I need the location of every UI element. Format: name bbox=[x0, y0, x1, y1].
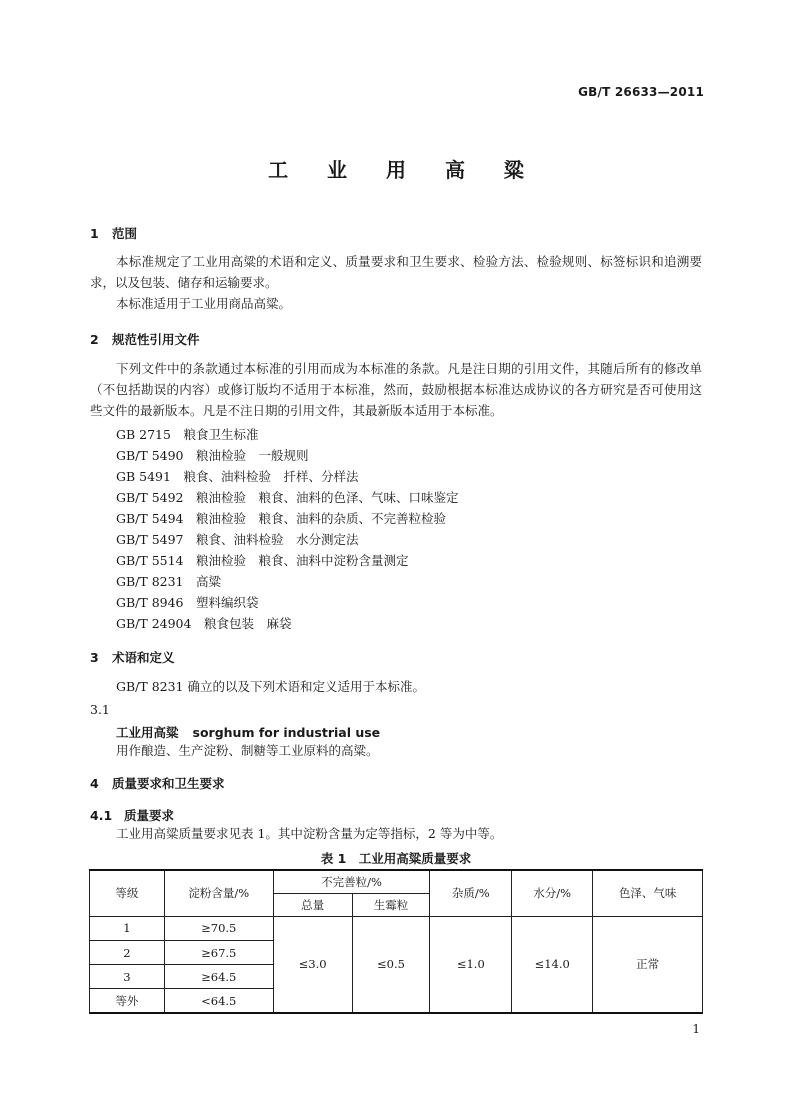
page-number: 1 bbox=[692, 1022, 700, 1036]
subsection-number: 4.1 bbox=[90, 808, 113, 823]
section-3-paragraph-1: GB/T 8231 确立的以及下列术语和定义适用于本标准。 bbox=[116, 679, 425, 694]
reference-item: GB/T 8946 塑料编织袋 bbox=[116, 595, 259, 610]
header-color-odor: 色泽、气味 bbox=[593, 870, 703, 916]
cell-imperfect-mold: ≤0.5 bbox=[352, 916, 430, 1013]
term-entry bbox=[116, 723, 380, 741]
header-imperfect: 不完善粒/% bbox=[273, 870, 430, 893]
table-caption: 表 1 工业用高粱质量要求 bbox=[320, 851, 472, 866]
table-header-row bbox=[90, 870, 703, 893]
reference-item: GB/T 24904 粮食包装 麻袋 bbox=[116, 616, 292, 631]
reference-item: GB/T 5497 粮食、油料检验 水分测定法 bbox=[116, 532, 359, 547]
header-imperfect-total: 总量 bbox=[273, 893, 352, 916]
reference-item: GB/T 8231 高粱 bbox=[116, 574, 222, 589]
section-4-1-paragraph: 工业用高粱质量要求见表 1。其中淀粉含量为定等指标，2 等为中等。 bbox=[116, 826, 503, 841]
section-2-paragraph-1: 下列文件中的条款通过本标准的引用而成为本标准的条款。凡是注日期的引用文件，其随后所有的修改单（不包括勘误的内容）或修订版均不适用于本标准，然而，鼓励根据本标准达成协议的各方研究是否可使用这些文件的最新版本。凡是不注日期的引用文件，其最新版本适用于本标准。 bbox=[90, 361, 702, 418]
header-moisture: 水分/% bbox=[512, 870, 593, 916]
header-grade: 等级 bbox=[90, 870, 165, 916]
reference-item: GB 5491 粮食、油料检验 扦样、分样法 bbox=[116, 469, 359, 484]
term-english: sorghum for industrial use bbox=[192, 725, 381, 740]
section-title: 规范性引用文件 bbox=[112, 332, 200, 347]
cell-grade: 3 bbox=[90, 965, 165, 989]
section-2-heading bbox=[90, 330, 200, 348]
reference-item: GB/T 5494 粮油检验 粮食、油料的杂质、不完善粒检验 bbox=[116, 511, 447, 526]
header-impurity: 杂质/% bbox=[430, 870, 512, 916]
cell-grade: 2 bbox=[90, 940, 165, 964]
header-imperfect-mold: 生霉粒 bbox=[352, 893, 430, 916]
table-row bbox=[90, 916, 703, 940]
term-chinese: 工业用高粱 bbox=[116, 725, 179, 740]
cell-color-odor: 正常 bbox=[593, 916, 703, 1013]
cell-moisture: ≤14.0 bbox=[512, 916, 593, 1013]
section-title: 术语和定义 bbox=[112, 650, 175, 665]
reference-item: GB/T 5492 粮油检验 粮食、油料的色泽、气味、口味鉴定 bbox=[116, 490, 459, 505]
quality-table bbox=[89, 869, 703, 1014]
subsection-4-1-heading bbox=[90, 806, 174, 824]
cell-grade: 等外 bbox=[90, 989, 165, 1013]
section-1-paragraph-1: 本标准规定了工业用高粱的术语和定义、质量要求和卫生要求、检验方法、检验规则、标签标识和追溯要求，以及包装、储存和运输要求。 bbox=[90, 254, 702, 290]
section-1-heading bbox=[90, 224, 137, 242]
section-number: 1 bbox=[90, 226, 99, 241]
subsection-title: 质量要求 bbox=[124, 808, 175, 823]
cell-starch: <64.5 bbox=[164, 989, 273, 1013]
section-number: 3 bbox=[90, 650, 99, 665]
reference-item: GB/T 5514 粮油检验 粮食、油料中淀粉含量测定 bbox=[116, 553, 409, 568]
cell-imperfect-total: ≤3.0 bbox=[273, 916, 352, 1013]
section-3-heading bbox=[90, 648, 175, 666]
cell-impurity: ≤1.0 bbox=[430, 916, 512, 1013]
cell-starch: ≥70.5 bbox=[164, 916, 273, 940]
section-title: 范围 bbox=[112, 226, 138, 241]
section-1-paragraph-2: 本标准适用于工业用商品高粱。 bbox=[116, 296, 292, 311]
header-starch: 淀粉含量/% bbox=[164, 870, 273, 916]
document-title: 工 业 用 高 粱 bbox=[268, 158, 540, 182]
reference-item: GB 2715 粮食卫生标准 bbox=[116, 427, 259, 442]
cell-starch: ≥64.5 bbox=[164, 965, 273, 989]
standard-code: GB/T 26633—2011 bbox=[578, 85, 704, 99]
reference-item: GB/T 5490 粮油检验 一般规则 bbox=[116, 448, 309, 463]
subsection-3-1-number: 3.1 bbox=[90, 702, 110, 717]
cell-starch: ≥67.5 bbox=[164, 940, 273, 964]
section-4-heading bbox=[90, 774, 225, 792]
section-number: 2 bbox=[90, 332, 99, 347]
term-definition: 用作酿造、生产淀粉、制糖等工业原料的高粱。 bbox=[116, 743, 379, 758]
cell-grade: 1 bbox=[90, 916, 165, 940]
section-number: 4 bbox=[90, 776, 99, 791]
section-title: 质量要求和卫生要求 bbox=[112, 776, 225, 791]
